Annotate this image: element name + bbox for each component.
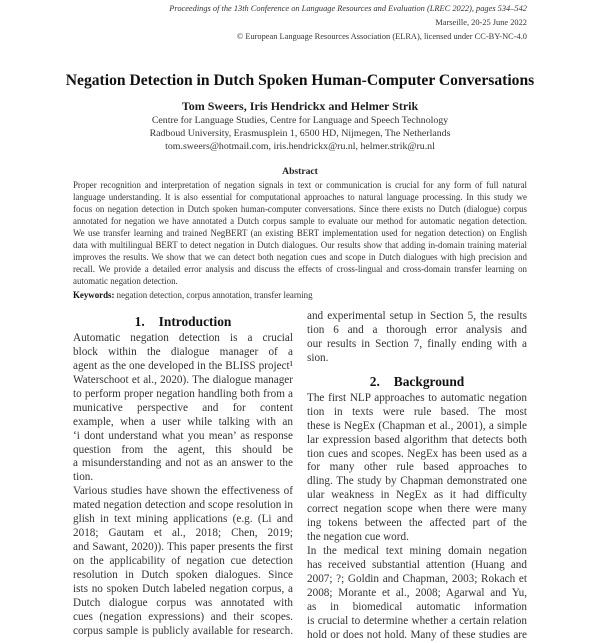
paragraph xyxy=(307,392,527,545)
text-line: and Sawant, 2020)). This paper presents the first xyxy=(73,541,293,554)
paragraph xyxy=(307,310,527,366)
text-line: 2018; Gautam et al., 2018; Chen, 2019; xyxy=(73,527,293,540)
text-line: hold or does not hold. Many of these studies are xyxy=(307,628,527,641)
text-line: In the medical text mining domain negation xyxy=(307,545,527,558)
text-line: tion 6 and a thorough error analysis and xyxy=(307,323,527,336)
keywords-label: Keywords: xyxy=(73,290,115,300)
text-line: glish in text mining applications (e.g. (Li and xyxy=(73,513,293,526)
text-line: Automatic negation detection is a crucial xyxy=(73,332,293,344)
text-line: recall. We provide a detailed error analysis and discuss the effects of cross-lingual and cross-domain transfer learning on xyxy=(73,264,527,274)
text-line: example, when a user while talking with an xyxy=(73,415,293,428)
section-heading-background xyxy=(307,372,527,392)
text-line: these is NegEx (Chapman et al., 2001), a simple xyxy=(307,419,527,432)
text-line: has received substantial attention (Huang and xyxy=(307,559,527,571)
text-line: to perform proper negation handling both from a xyxy=(73,387,293,400)
text-line: ‘i dont understand what you mean’ as response xyxy=(73,429,293,442)
section-number: 1. xyxy=(134,314,145,329)
text-line: ular weakness in NegEx as it had difficulty xyxy=(307,489,527,502)
text-line: 2008; Morante et al., 2008; Agarwal and Yu, xyxy=(307,586,527,599)
abstract-heading: Abstract xyxy=(282,166,318,177)
text-line: as in biomedical automatic information xyxy=(307,600,527,613)
text-line: municative perspective and for content xyxy=(73,401,293,414)
section-title: Introduction xyxy=(158,314,232,329)
text-line: mated negation detection and scope resolution in xyxy=(73,499,293,512)
text-line: lar expression based algorithm that detects both xyxy=(307,433,527,446)
proceedings-header xyxy=(169,2,527,44)
text-line: ists no spoken Dutch labeled negation corpus, a xyxy=(73,582,293,595)
text-line: the negation cue word. xyxy=(307,531,409,544)
text-line: tion in texts were rule based. The most xyxy=(307,405,527,418)
text-line: Various studies have shown the effectiveness of xyxy=(73,485,293,498)
text-line: our results in Section 7, finally ending with a xyxy=(307,337,527,350)
paper-title: Negation Detection in Dutch Spoken Human-Computer Conversations xyxy=(65,72,535,89)
text-line: resolution in Dutch spoken dialogues. Since xyxy=(73,568,293,581)
paragraph xyxy=(307,545,527,643)
section-number: 2. xyxy=(369,373,380,389)
text-line: dling. The study by Chapman demonstrated one xyxy=(307,475,527,488)
section-heading-introduction xyxy=(73,312,293,332)
text-line: The first NLP approaches to automatic negation xyxy=(307,391,527,404)
left-column xyxy=(73,312,293,639)
paragraph xyxy=(73,485,293,638)
text-line: data with multilingual BERT to detect negation in Dutch dialogues. Our results show that adding in-domain training material xyxy=(73,240,527,250)
text-line: Waterschoot et al., 2020). The dialogue manager xyxy=(73,373,293,386)
text-line: ing tokens between the affected part of the xyxy=(307,517,527,530)
text-line: correct negation scope when there were many xyxy=(307,503,527,516)
text-line: Dutch dialogue corpus was annotated with xyxy=(73,596,293,609)
text-line: block within the dialogue manager of a xyxy=(73,345,293,358)
text-line: question from the agent, this should be xyxy=(73,443,293,456)
text-line: cues (negation expressions) and their scopes. xyxy=(73,610,293,623)
paragraph xyxy=(73,332,293,485)
author-emails: tom.sweers@hotmail.com, iris.hendrickx@ru.nl, helmer.strik@ru.nl xyxy=(165,141,435,152)
text-line: annotated for negation we have annotated a Dutch corpus sample to evaluate our method for automatic negation detection. xyxy=(73,216,527,226)
affiliation-line: Centre for Language Studies, Centre for Language and Speech Technology xyxy=(151,115,449,126)
section-title: Background xyxy=(393,373,465,389)
text-line: agent as the one developed in the BLISS project¹ xyxy=(73,359,293,372)
text-line: language understanding. It is also essential for computational approaches to natural language processing. In this study we xyxy=(73,192,527,202)
text-line: improves the results. We show that we can detect both negation cues and scope in Dutch dialogues with high precision and xyxy=(73,252,527,262)
affiliation xyxy=(0,114,600,153)
keywords-text: negation detection, corpus annotation, transfer learning xyxy=(116,290,313,300)
text-line: automatic negation detection. xyxy=(73,276,178,286)
text-line: focus on negation detection in Dutch spoken human-computer conversations. Since there exists no Dutch (dialogue) corpus xyxy=(73,204,527,214)
text-line: on the applicability of negation cue detection xyxy=(73,555,293,567)
text-line: tion. xyxy=(73,471,94,484)
text-line: for many other rule based approaches to xyxy=(307,461,527,474)
proceedings-line: Proceedings of the 13th Conference on Language Resources and Evaluation (LREC 2022), pages 534–542 xyxy=(169,4,527,13)
text-line: a misunderstanding and not as an answer to the xyxy=(73,457,293,470)
text-line: is crucial to determine whether a certain relation xyxy=(307,614,527,627)
keywords xyxy=(73,290,313,300)
affiliation-line: Radboud University, Erasmusplein 1, 6500 HD, Nijmegen, The Netherlands xyxy=(149,128,451,139)
text-line: and experimental setup in Section 5, the results xyxy=(307,310,527,322)
text-line: corpus sample is publicly available for research. xyxy=(73,624,293,637)
text-line: We use transfer learning and trained NegBERT (an existing BERT implementation used for negation detection) on English xyxy=(73,228,527,238)
authors: Tom Sweers, Iris Hendrickx and Helmer Strik xyxy=(181,99,419,113)
text-line: sion. xyxy=(307,351,329,364)
license-line: © European Language Resources Association (ELRA), licensed under CC-BY-NC-4.0 xyxy=(236,32,527,41)
text-line: tion cues and scopes. NegEx has been used as a xyxy=(307,447,527,460)
right-column xyxy=(307,310,527,643)
location-date: Marseille, 20-25 June 2022 xyxy=(435,18,527,27)
abstract-body xyxy=(73,179,527,287)
text-line: 2007; ?; Goldin and Chapman, 2003; Rokach et xyxy=(307,572,527,585)
text-line: Proper recognition and interpretation of negation signals in text or communication is crucial for any form of full natural xyxy=(73,180,527,190)
